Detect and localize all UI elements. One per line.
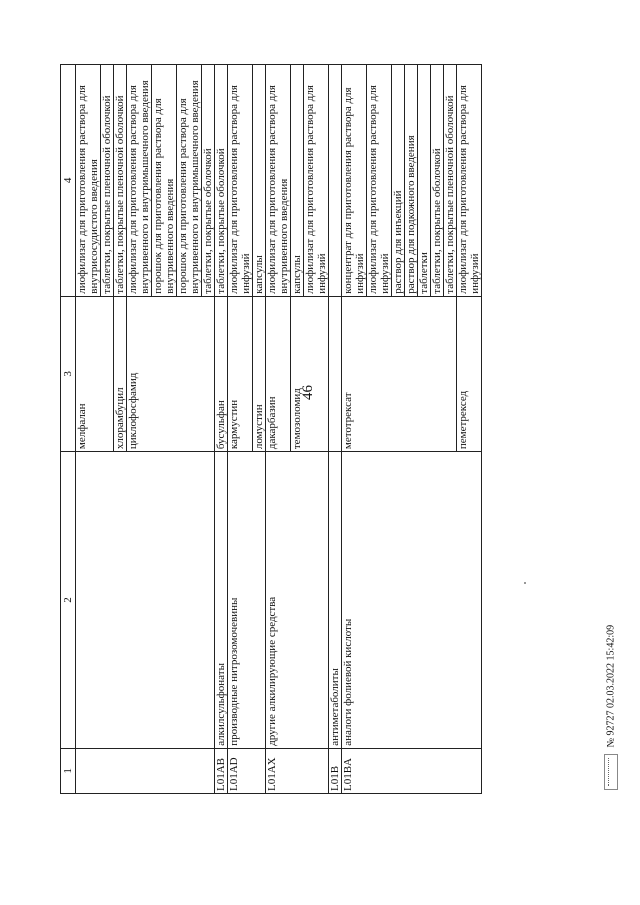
dosage-form-cell: капсулы [253,65,266,297]
atc-code-cell [431,748,444,793]
group-name-cell: аналоги фолиевой кислоты [342,452,367,749]
atc-code-cell [457,748,482,793]
document-id: № 92727 02.03.2022 15:42:09 [605,624,617,748]
table-row [291,65,304,794]
atc-code-cell [101,748,114,793]
atc-code-cell [177,748,202,793]
group-name-cell [367,452,392,749]
drug-name-cell [431,296,444,451]
group-name-cell [418,452,431,749]
group-name-cell: алкилсульфонаты [215,452,228,749]
table-row [444,65,457,794]
table-row [266,65,291,794]
drug-name-cell [405,296,418,451]
dosage-form-cell: таблетки, покрытые оболочкой [431,65,444,297]
atc-code-cell: L01AB [215,748,228,793]
table-row [228,65,253,794]
group-name-cell [405,452,418,749]
table-row [405,65,418,794]
dosage-form-cell: таблетки, покрытые пленочной оболочкой [444,65,457,297]
dosage-form-cell: раствор для инъекций [392,65,405,297]
drug-name-cell [304,296,329,451]
group-name-cell [177,452,202,749]
drug-name-cell [444,296,457,451]
table-row [304,65,329,794]
drug-name-cell: хлорамбуцил [114,296,127,451]
atc-code-cell: L01AX [266,748,291,793]
table-row [418,65,431,794]
drug-name-cell: ломустин [253,296,266,451]
table-row [177,65,202,794]
group-name-cell [127,452,152,749]
scan-speck [524,582,526,584]
table-row [342,65,367,794]
table-row [392,65,405,794]
group-name-cell [101,452,114,749]
group-name-cell: производные нитрозомочевины [228,452,253,749]
dosage-form-cell: капсулы [291,65,304,297]
dosage-form-cell: лиофилизат для приготовления раствора для инфузий [457,65,482,297]
atc-code-cell [253,748,266,793]
drug-name-cell: темозоломид [291,296,304,451]
drug-table-body [61,65,482,794]
atc-code-cell [405,748,418,793]
table-row [127,65,152,794]
dosage-form-cell: таблетки, покрытые оболочкой [202,65,215,297]
group-name-cell [444,452,457,749]
dosage-form-cell: таблетки [418,65,431,297]
dosage-form-cell: порошок для приготовления раствора для внутривенного и внутримышечного введения [177,65,202,297]
dosage-form-cell: концентрат для приготовления раствора для инфузий [342,65,367,297]
header-cell: 3 [61,296,76,451]
group-name-cell [291,452,304,749]
dosage-form-cell: лиофилизат для приготовления раствора для инфузий [228,65,253,297]
table-row [101,65,114,794]
rotated-page [60,64,580,794]
table-row [114,65,127,794]
atc-code-cell [444,748,457,793]
atc-code-cell [304,748,329,793]
dosage-form-cell: таблетки, покрытые оболочкой [215,65,228,297]
dosage-form-cell: лиофилизат для приготовления раствора для инфузий [367,65,392,297]
group-name-cell [304,452,329,749]
header-row [61,65,76,794]
atc-code-cell: L01BA [342,748,367,793]
atc-code-cell: L01B [329,748,342,793]
group-name-cell [152,452,177,749]
dosage-form-cell: лиофилизат для приготовления раствора для внутрисосудистого введения [76,65,101,297]
group-name-cell [253,452,266,749]
group-name-cell: антиметаболиты [329,452,342,749]
dosage-form-cell: лиофилизат для приготовления раствора для внутривенного и внутримышечного введения [127,65,152,297]
table-row [215,65,228,794]
drug-name-cell [101,296,114,451]
table-row [202,65,215,794]
drug-name-cell: мелфалан [76,296,101,451]
header-cell: 2 [61,452,76,749]
table-row [457,65,482,794]
dosage-form-cell: лиофилизат для приготовления раствора для внутривенного введения [266,65,291,297]
atc-code-cell [202,748,215,793]
atc-code-cell [76,748,101,793]
drug-name-cell: метотрексат [342,296,367,451]
drug-name-cell: кармустин [228,296,253,451]
table-row [253,65,266,794]
stamp-icon [604,754,618,790]
atc-code-cell [152,748,177,793]
page-number: 46 [300,385,316,400]
atc-code-cell: L01AD [228,748,253,793]
dosage-form-cell: лиофилизат для приготовления раствора для инфузий [304,65,329,297]
header-cell: 1 [61,748,76,793]
dosage-form-cell: таблетки, покрытые пленочной оболочкой [101,65,114,297]
atc-code-cell [418,748,431,793]
drug-name-cell [329,296,342,451]
table-row [152,65,177,794]
table-row [367,65,392,794]
header-cell: 4 [61,65,76,297]
document-footer [604,625,618,790]
drug-name-cell [152,296,177,451]
group-name-cell: другие алкилирующие средства [266,452,291,749]
drug-name-cell [177,296,202,451]
drug-name-cell [367,296,392,451]
drug-name-cell: дакарбазин [266,296,291,451]
drug-table [60,64,482,794]
drug-name-cell [418,296,431,451]
group-name-cell [114,452,127,749]
drug-name-cell [392,296,405,451]
group-name-cell [392,452,405,749]
drug-name-cell [202,296,215,451]
atc-code-cell [127,748,152,793]
group-name-cell [76,452,101,749]
table-row [431,65,444,794]
atc-code-cell [114,748,127,793]
dosage-form-cell: порошок для приготовления раствора для внутривенного введения [152,65,177,297]
group-name-cell [457,452,482,749]
group-name-cell [202,452,215,749]
drug-name-cell: пеметрексед [457,296,482,451]
atc-code-cell [367,748,392,793]
drug-name-cell: циклофосфамид [127,296,152,451]
group-name-cell [431,452,444,749]
table-row [329,65,342,794]
dosage-form-cell: таблетки, покрытые пленочной оболочкой [114,65,127,297]
drug-name-cell: бусульфан [215,296,228,451]
table-row [76,65,101,794]
atc-code-cell [392,748,405,793]
dosage-form-cell [329,65,342,297]
dosage-form-cell: раствор для подкожного введения [405,65,418,297]
atc-code-cell [291,748,304,793]
